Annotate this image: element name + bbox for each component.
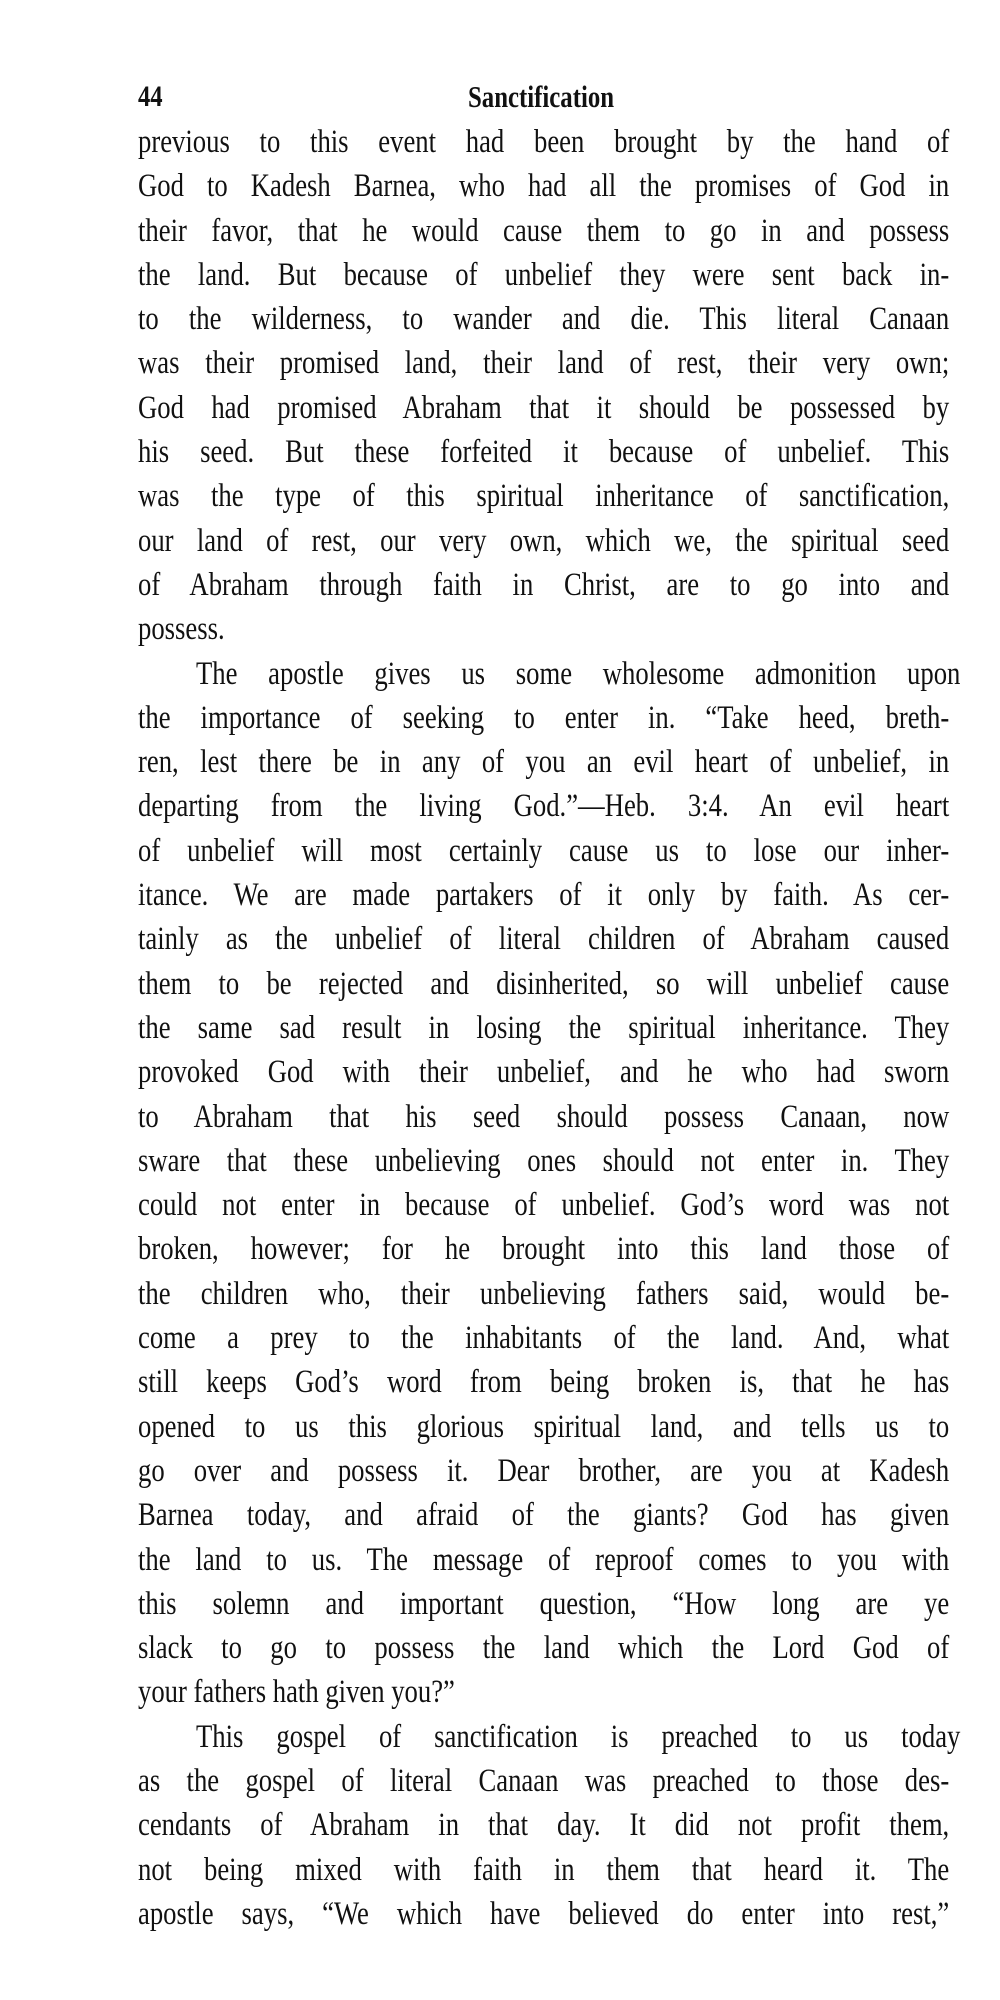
running-head (138, 74, 952, 120)
text-line: possess. (138, 611, 225, 648)
page-number: 44 (138, 80, 163, 113)
text-line: of Abraham through faith in Christ, are to go into and (138, 566, 950, 603)
text-line: to Abraham that his seed should possess Canaan, now (138, 1098, 950, 1135)
text-line: was the type of this spiritual inheritance of sanctification, (138, 478, 950, 515)
text-line: the land. But because of unbelief they were sent back in- (138, 256, 950, 293)
text-line: itance. We are made partakers of it only by faith. As cer- (138, 877, 950, 914)
text-line: opened to us this glorious spiritual land, and tells us to (138, 1408, 950, 1445)
text-line: broken, however; for he brought into this land those of (138, 1231, 950, 1268)
text-line: them to be rejected and disinherited, so will unbelief cause (138, 965, 950, 1002)
text-line: slack to go to possess the land which the Lord God of (138, 1630, 950, 1667)
body-text (138, 120, 961, 1936)
text-line: to the wilderness, to wander and die. This literal Canaan (138, 301, 950, 338)
text-line: was their promised land, their land of rest, their very own; (138, 345, 950, 382)
text-line: God had promised Abraham that it should be possessed by (138, 389, 950, 426)
text-line: not being mixed with faith in them that heard it. The (138, 1851, 950, 1888)
text-line: the land to us. The message of reproof comes to you with (138, 1541, 950, 1578)
text-line: the importance of seeking to enter in. “Take heed, breth- (138, 699, 950, 736)
text-line: their favor, that he would cause them to go in and possess (138, 212, 950, 249)
text-line: departing from the living God.”—Heb. 3:4. An evil heart (138, 788, 950, 825)
text-line: tainly as the unbelief of literal children of Abraham caused (138, 921, 950, 958)
text-line: our land of rest, our very own, which we, the spiritual seed (138, 522, 950, 559)
text-line: come a prey to the inhabitants of the land. And, what (138, 1320, 950, 1357)
text-line: Barnea today, and afraid of the giants? God has given (138, 1497, 950, 1534)
text-line: the same sad result in losing the spiritual inheritance. They (138, 1009, 950, 1046)
text-line: go over and possess it. Dear brother, are you at Kadesh (138, 1452, 950, 1489)
text-line: sware that these unbelieving ones should not enter in. They (138, 1142, 950, 1179)
book-page (138, 74, 961, 1936)
text-line: ren, lest there be in any of you an evil heart of unbelief, in (138, 744, 950, 781)
text-line: The apostle gives us some wholesome admonition upon (196, 655, 961, 692)
text-line: of unbelief will most certainly cause us to lose our inher- (138, 832, 950, 869)
text-line: provoked God with their unbelief, and he who had sworn (138, 1054, 950, 1091)
text-line: as the gospel of literal Canaan was preached to those des- (138, 1762, 950, 1799)
text-line: God to Kadesh Barnea, who had all the promises of God in (138, 168, 950, 205)
text-line: his seed. But these forfeited it because of unbelief. This (138, 434, 950, 471)
text-line: could not enter in because of unbelief. God’s word was not (138, 1187, 950, 1224)
text-line: previous to this event had been brought by the hand of (138, 124, 950, 160)
text-line: This gospel of sanctification is preached to us today (196, 1718, 961, 1755)
text-line: this solemn and important question, “How long are ye (138, 1585, 950, 1622)
text-line: your fathers hath given you?” (138, 1674, 455, 1711)
text-line: the children who, their unbelieving fathers said, would be- (138, 1275, 950, 1312)
running-title: Sanctification (468, 79, 615, 114)
text-line: apostle says, “We which have believed do enter into rest,” (138, 1895, 950, 1932)
text-line: still keeps God’s word from being broken is, that he has (138, 1364, 950, 1401)
text-line: cendants of Abraham in that day. It did not profit them, (138, 1807, 950, 1844)
